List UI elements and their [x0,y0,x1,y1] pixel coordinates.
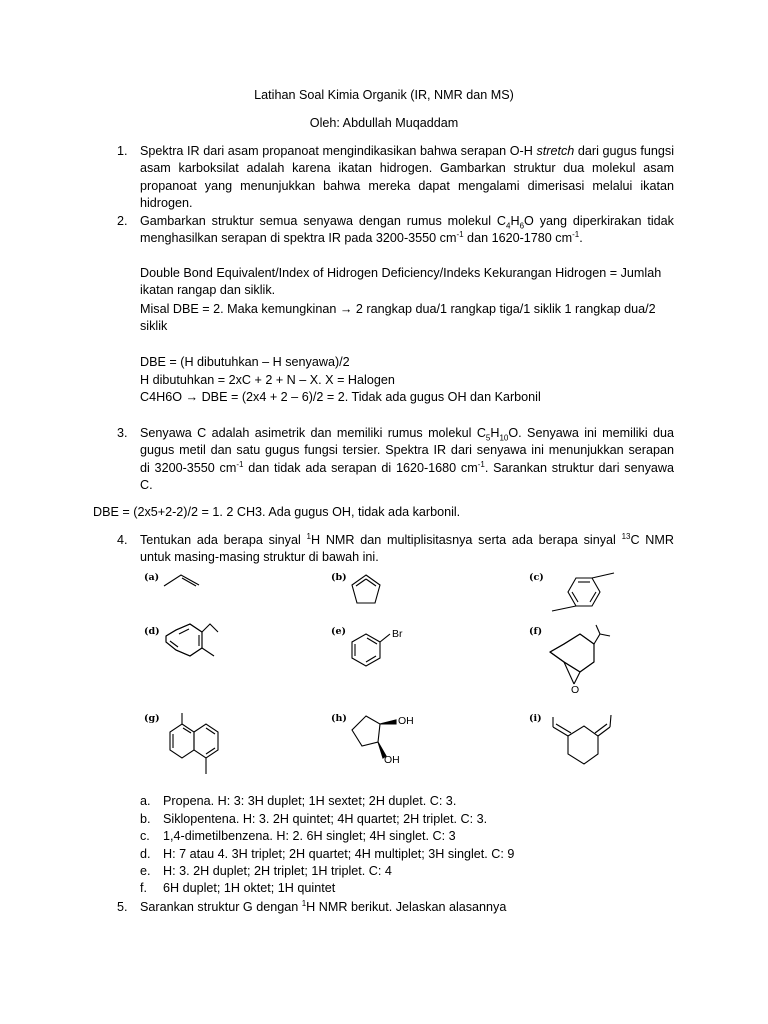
structure-label-i: (i) [529,713,542,724]
q1-number: 1. [117,144,128,158]
q4-answer-a-text: Propena. H: 3: 3H duplet; 1H sextet; 2H duplet. C: 3. [163,794,457,808]
structure-f-o-atom: O [571,684,580,696]
q2-text [140,213,674,248]
q3-line-1-c: O. Senyawa ini memiliki dua [508,426,675,440]
structure-label-d: (d) [144,626,160,637]
q1-text-italic: stretch [536,144,575,158]
q5-text-b: H NMR berikut. Jelaskan alasannya [306,900,507,914]
q2-line-2 [140,230,674,247]
q3-answer: DBE = (2x5+2-2)/2 = 1. 2 CH3. Ada gugus OH, tidak ada karbonil. [93,505,461,519]
q2-line-2-c: . [579,231,583,246]
q4-line-2: untuk masing-masing struktur di bawah ini. [140,550,379,565]
q3-line-3-a: di 3200-3550 cm [140,460,237,475]
q4-answer-e-text: H: 3. 2H duplet; 2H triplet; 1H triplet. C: 4 [163,864,392,878]
q5-text-a: Sarankan struktur G dengan [140,900,302,914]
structure-label-e: (e) [331,626,347,637]
structure-label-g: (g) [144,713,160,724]
q2-dbe-example: Misal DBE = 2. Maka kemungkinan → 2 rangkap dua/1 rangkap tiga/1 siklik 1 rangkap dua/2 siklik [140,302,656,334]
document-title: Latihan Soal Kimia Organik (IR, NMR dan MS) [254,88,514,102]
q2-sup-2: -1 [572,230,580,240]
q4-answer-a-letter: a. [140,794,151,808]
q4-text [140,532,674,567]
q3-sup-1: -1 [236,459,244,469]
q3-line-2: gugus metil dan satu gugus fungsi tersier. Spektra IR dari senyawa ini menunjukkan serapan [140,443,674,458]
q1-text [140,143,674,213]
q4-answer-e-letter: e. [140,864,151,878]
q4-sup-2: 13 [621,531,631,541]
structure-label-h: (h) [331,713,347,724]
q2-line-1 [140,213,674,230]
structure-e-bromobenzene [346,626,386,670]
q4-answer-c-letter: c. [140,829,150,843]
structure-label-f: (f) [529,626,543,637]
q4-answer-d-text: H: 7 atau 4. 3H triplet; 2H quartet; 4H multiplet; 3H singlet. C: 9 [163,847,515,861]
q4-answer-b-letter: b. [140,812,151,826]
q4-answer-c-text: 1,4-dimetilbenzena. H: 2. 6H singlet; 4H singlet. C: 3 [163,829,456,843]
structure-d-ethyltoluene [162,620,222,668]
q4-line-1 [140,532,674,549]
q2-line-1-a: Gambarkan struktur semua senyawa dengan rumus molekul C [140,214,506,228]
q4-answer-b-text: Siklopentena. H: 3. 2H quintet; 4H quartet; 2H triplet. C: 3. [163,812,488,826]
q4-answer-f-text: 6H duplet; 1H oktet; 1H quintet [163,881,336,895]
q2-line-2-a: menghasilkan serapan di spektra IR pada 3200-3550 cm [140,231,457,246]
q5-number: 5. [117,900,128,914]
q1-text-b: dari gugus fungsi asam karboksilat adalah karena ikatan hidrogen. Gambarkan struktur dua molekul asam propanoat yang menunjukkan bahwa mereka dapat mengalami dimerisasi melalui ikatan hidrogen. [140,144,674,211]
structure-a-propene [163,572,203,588]
q3-line-4: C. [140,478,153,493]
q2-line-1-b: H [510,214,520,228]
q3-line-1 [140,425,674,442]
structure-label-b: (b) [331,572,347,583]
structure-label-a: (a) [144,572,160,583]
q3-sup-2: -1 [477,459,485,469]
q2-sub-c: 4 [506,221,511,231]
q4-answer-f-letter: f. [140,881,147,895]
q4-sup-1: 1 [306,531,311,541]
structure-f-epoxide [544,624,616,694]
q3-line-1-a: Senyawa C adalah asimetrik dan memiliki rumus molekul C [140,426,486,440]
structure-e-br-atom: Br [392,628,403,640]
q2-sub-h: 6 [519,221,525,231]
structure-i-diethylidenecyclohexane [548,712,618,772]
q2-line-1-c: O yang diperkirakan tidak [524,214,674,228]
q3-sub-2: 10 [499,433,509,443]
q3-line-3 [140,460,674,477]
q2-formula-3: C4H6O → DBE = (2x4 + 2 – 6)/2 = 2. Tidak ada gugus OH dan Karbonil [140,390,541,404]
q1-text-a: Spektra IR dari asam propanoat mengindikasikan bahwa serapan O-H [140,144,537,158]
q3-number: 3. [117,426,128,440]
q2-sup-1: -1 [456,230,464,240]
structure-g-dimethylnaphthalene [162,712,224,780]
structure-h-oh-atom-2: OH [384,754,400,766]
q3-text [140,425,674,495]
q4-line-1-c: C NMR [630,533,674,547]
q2-number: 2. [117,214,128,228]
structure-b-cyclopentene [349,573,383,607]
q3-line-3-c: . Sarankan struktur dari senyawa [484,460,674,475]
q2-formula-2: H dibutuhkan = 2xC + 2 + N – X. X = Halogen [140,373,395,387]
q5-sup: 1 [301,898,307,908]
q4-line-1-a: Tentukan ada berapa sinyal [140,533,307,547]
q2-line-2-b: dan 1620-1780 cm [463,231,573,246]
structure-h-oh-atom-1: OH [398,715,414,727]
structure-label-c: (c) [529,572,544,583]
q2-formula-1: DBE = (H dibutuhkan – H senyawa)/2 [140,355,350,369]
q4-line-1-b: H NMR dan multiplisitasnya serta ada berapa sinyal [310,533,622,547]
q3-line-3-b: dan tidak ada serapan di 1620-1680 cm [243,460,478,475]
q3-sub-1: 5 [485,433,491,443]
q5-text [140,899,506,916]
q4-answer-d-letter: d. [140,847,151,861]
document-author: Oleh: Abdullah Muqaddam [309,116,459,130]
q3-line-1-b: H [490,426,500,440]
q2-dbe-definition: Double Bond Equivalent/Index of Hidrogen Deficiency/Indeks Kekurangan Hidrogen = Jumlah ikatan rangap dan siklik. [140,266,662,298]
q4-number: 4. [117,533,128,547]
structure-c-p-xylene [548,572,620,612]
